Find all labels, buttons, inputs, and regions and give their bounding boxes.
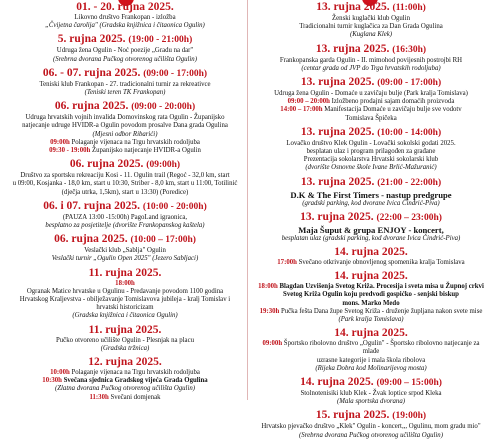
event-line [8, 81, 242, 89]
event-line-text: (Rijeka Dobra kod Molinarijevog mosta) [315, 364, 427, 372]
event-block [252, 176, 490, 208]
event-date [8, 33, 242, 47]
event-line [254, 340, 488, 356]
event-line [254, 190, 488, 200]
event-line [254, 57, 488, 65]
event-date-text: 13. rujna 2025. [316, 1, 390, 13]
event-line [8, 247, 242, 255]
event-date [254, 376, 488, 390]
event-line-text: Svetog Križa Ogulin koju predvodi gospićko - senjski biskup [283, 291, 459, 299]
event-date-text: 06. rujna 2025. [54, 233, 128, 246]
event-block [252, 376, 490, 406]
event-line-text: Frankopanska garda Ogulin - II. mimohod povijesnih postrojbi RH [279, 56, 463, 64]
event-line [254, 390, 488, 398]
event-date-text: 06. rujna 2025. [69, 158, 144, 171]
event-date [8, 100, 242, 114]
event-date-text: 13. rujna 2025. [300, 125, 375, 138]
event-block [6, 356, 244, 402]
event-line-text: (dvorište Osnovne škole Ivane Brlić-Mažuranić) [305, 164, 437, 172]
event-date-text: 06. - 07. rujna 2025. [42, 66, 141, 79]
event-line-text: Polaganje vijenaca na Trgu hrvatskih rodoljuba [69, 369, 200, 377]
event-line [254, 283, 488, 291]
event-line [254, 357, 488, 365]
event-line-text: uzrasne kategorije i mala škola ribolova [316, 356, 426, 364]
event-line-time: 09:00h [50, 138, 70, 146]
event-line [8, 114, 242, 122]
event-line [254, 23, 488, 31]
event-line-text: (PAUZA 13:00 -15:00h) PagoLand igraonica, [62, 213, 188, 221]
event-block [252, 327, 490, 373]
event-line-text: (Mjesni odbor Ribarići) [92, 130, 158, 138]
event-line [254, 259, 488, 267]
event-time: (16:30h) [392, 44, 427, 55]
event-line-text: Veslački turnir „Ogulin Open 2025" (Jezero Sabljaci) [51, 255, 199, 263]
event-line-text: Udruga žena Ogulin - Noć poezije „Gradu na dar" [56, 47, 194, 55]
event-date-text: 14. rujna 2025. [334, 270, 408, 283]
event-date-text: 01. - 20. rujna 2025. [76, 1, 174, 13]
event-line-text: Hrvatskog Kraljevstva - obilježavanje Tomislavova jubileja - kralj Tomislav i [19, 296, 231, 304]
event-date [8, 67, 242, 81]
event-line-text: natjecanje udruge HVIDR-a Ogulin povodom prosalve Dana grada Ogulina [22, 122, 228, 130]
event-line [8, 172, 242, 180]
event-line [8, 255, 242, 263]
event-line [254, 115, 488, 123]
event-date [254, 43, 488, 57]
event-block [252, 270, 490, 324]
event-line-text: Veslački klub „Sablja" Ogulin [84, 247, 166, 255]
event-line [254, 106, 488, 114]
event-line-text: (Srebrna dvorana Pučkog otvorenog učilišta Ogulin) [299, 431, 443, 439]
event-line-text: Ogranak Matice hrvatske u Ogulinu - Predavanje povodom 1100 godina [26, 287, 224, 295]
event-time: (10:00 - 20:00h) [142, 201, 207, 212]
event-date [254, 246, 488, 259]
event-line-text: (Kuglana Klek) [349, 31, 393, 39]
event-line-text: (Gradska knjižnica i čitaonica Ogulin) [72, 312, 178, 320]
event-line-time: 09:30 - 19:00h [49, 147, 91, 155]
event-line-time: 18:00h [258, 283, 278, 291]
event-date [8, 267, 242, 280]
event-line [254, 140, 488, 148]
event-line [8, 122, 242, 130]
event-line [254, 225, 488, 235]
event-block [252, 246, 490, 267]
event-date-text: 12. rujna 2025. [88, 356, 162, 369]
event-line [8, 288, 242, 296]
event-line [254, 156, 488, 164]
event-date-text: 06. i 07. rujna 2025. [43, 199, 141, 212]
event-line [8, 14, 242, 22]
event-line-time: 10:00h [50, 369, 70, 377]
event-line-time: 19:30h [259, 307, 280, 315]
event-line-text: (gradski parking, kod dvorane Ivica Čindrić-Piva) [302, 199, 440, 207]
event-line-text: Pučka fešta Dana župe Svetog Križa - druženje župljana nakon svete mise [279, 307, 483, 315]
event-line-text: Lovačko društvo Klek Ogulin - Lovački sokolski godati 2025. [286, 139, 456, 147]
event-date-text: 14. rujna 2025. [300, 376, 374, 389]
event-line-text: Likovno društvo Frankopan - izložba [74, 14, 176, 21]
event-time: (19:00h) [392, 411, 427, 422]
event-block [6, 1, 244, 30]
event-line [254, 432, 488, 440]
event-line-text: (dječja utrka, 1,5km), start u 13:30) (Poredice) [61, 188, 189, 196]
event-line-text: Stolnotenisiki klub Klek - Žvak loptice srpod Kleka [300, 390, 442, 398]
event-line-text: Teniski klub Frankopan - 27. tradicionalni turnir za rekreativce [39, 80, 211, 88]
event-line-text: (Zlatna dvorana Pučkog otvorenog učilišta Ogulin) [54, 385, 195, 393]
event-line-text: (Srebrna dvorana Pučkog otvorenog učilišta Ogulin) [53, 55, 197, 63]
event-line [254, 423, 488, 431]
event-line-text: Svečani domjenak [108, 393, 161, 401]
event-date-text: 13. rujna 2025. [300, 76, 375, 89]
event-block [252, 76, 490, 123]
event-line [8, 394, 242, 402]
event-time: (09:00 – 15:00h) [376, 378, 442, 389]
event-line [254, 365, 488, 373]
event-date [8, 324, 242, 337]
event-line-text: Tradicionalni turnir kuglačica za Dan Grada Ogulina [299, 23, 443, 31]
event-line [8, 385, 242, 393]
event-time: (19:00 - 21:00h) [128, 35, 193, 46]
event-date-text: 14. rujna 2025. [334, 327, 408, 340]
event-line-time: 09:00h [262, 340, 283, 348]
event-block [252, 409, 490, 439]
event-line-time: 11:30h [89, 393, 109, 401]
event-line [8, 189, 242, 197]
event-line-text: besplatan ulaz i program prilagođen za građane [306, 148, 436, 156]
event-line [254, 300, 488, 308]
event-date [8, 158, 242, 172]
event-date [8, 1, 242, 14]
event-line [8, 296, 242, 304]
event-line [254, 398, 488, 406]
event-time: (21:00 - 22:00h) [377, 177, 442, 188]
event-line [254, 65, 488, 73]
event-line [8, 147, 242, 155]
event-date-text: 15. rujna 2025. [315, 409, 390, 422]
event-line [8, 131, 242, 139]
event-line-text: Pučko otvoreno učilište Ogulin - Plesnjak na placu [56, 336, 194, 344]
event-line [8, 47, 242, 55]
event-date-text: 5. rujna 2025. [57, 33, 126, 46]
event-time: (10:00 – 17:00h) [130, 235, 196, 246]
event-date-text: 13. rujna 2025. [300, 175, 375, 188]
event-line-text: Udruga hrvatskih vojnih invalida Domovinskog rata Ogulin - Županijsko [25, 114, 225, 122]
event-date-text: 11. rujna 2025. [88, 266, 162, 279]
event-block [252, 1, 490, 40]
event-line-time: 14:00 – 17:00h [280, 106, 323, 114]
event-date [254, 270, 488, 283]
event-line [254, 291, 488, 299]
event-line [8, 377, 242, 385]
event-date [8, 356, 242, 369]
event-line-text: Športsko ribolovno društvo „Ogulin" - Športsko ribolovno natjecanje za mlađe [282, 340, 480, 356]
event-line [8, 56, 242, 64]
event-line [254, 316, 488, 324]
event-block [6, 324, 244, 353]
event-block [252, 43, 490, 73]
event-line-text: mons. Marko Medo [342, 299, 400, 307]
event-block [6, 67, 244, 97]
event-block [6, 267, 244, 321]
event-line-text: besplatan ulaz (gradski parking, kod dvorane Ivica Čindrić-Piva) [281, 234, 461, 242]
event-line-text: Tomislava Špičeka [345, 114, 397, 122]
event-date [8, 200, 242, 214]
event-date-text: 06. rujna 2025. [54, 100, 129, 113]
event-date-text: 13. rujna 2025. [300, 210, 374, 223]
event-line [8, 304, 242, 312]
column-divider [247, 0, 248, 400]
event-line-text: (Teniski teren TK Frankopan) [84, 89, 166, 97]
event-line [8, 180, 242, 188]
event-line-time: 09:00 – 20:00h [287, 98, 330, 106]
event-line-text: u 09:00, Kosjanka - 18,0 km, start u 10:30, Striber - 8,0 km, start u 11:00, Totilinić [12, 180, 238, 188]
event-date [254, 1, 488, 15]
event-block [6, 33, 244, 63]
event-block [6, 158, 244, 197]
event-block [6, 200, 244, 230]
event-line-text: Manifestacija Domaće u zavičaju bulje sve vodotv [322, 106, 462, 114]
event-line-text: besplatno za posjetitelje (dvorište Frankopanskog kaštela) [45, 222, 205, 230]
event-line [254, 235, 488, 243]
event-line-text: Županijsko natjecanje HVIDR-a Ogulin [90, 147, 201, 155]
event-line [8, 89, 242, 97]
event-block [6, 233, 244, 263]
event-line-text: 18:00h [115, 279, 135, 287]
event-line [254, 164, 488, 172]
event-time: (10:00 - 14:00h) [377, 127, 442, 138]
event-line [8, 214, 242, 222]
event-time: (11:00h) [392, 3, 426, 13]
event-time: (09:00 - 20:00h) [131, 102, 196, 113]
event-date [8, 233, 242, 247]
event-line-text: (centar grada od JVP do Trga hrvatskih rodoljuba) [301, 64, 441, 72]
event-line-text: „Čvijetna čarolija" (Gradska knjižnica i čitaonica Ogulin) [45, 22, 205, 30]
event-line-text: Izložbeno prodajni sajam domaćih proizvoda [329, 98, 455, 106]
event-line [8, 312, 242, 320]
event-line-text: Blagdan Uzvišenja Svetog Križa. Procesija i sveta misa u Župnoj crkvi [277, 283, 484, 291]
event-date [254, 176, 488, 190]
event-line [8, 369, 242, 377]
event-line [8, 345, 242, 353]
events-column-left [6, 0, 244, 400]
event-line [8, 222, 242, 230]
event-date-text: 13. rujna 2025. [315, 42, 390, 55]
event-line-text: (Park kralja Tomislava) [338, 316, 404, 324]
event-line-time: 17:00h [277, 259, 297, 267]
event-line-time: 10:30h [42, 377, 62, 385]
event-line [254, 15, 488, 23]
event-line [254, 308, 488, 316]
event-date-text: 11. rujna 2025. [88, 323, 162, 336]
event-date [254, 211, 488, 225]
event-line [254, 98, 488, 106]
event-date [254, 126, 488, 140]
event-line-text: Društvo za sportsku rekreaciju Kosi - 11. Ogulin trail (Regoć - 32,0 km, start [20, 172, 230, 180]
event-date-text: 14. rujna 2025. [334, 246, 408, 259]
event-line-text: hrvatski historicizam [96, 304, 154, 312]
event-time: (09:00 - 17:00h) [377, 78, 442, 89]
event-date [254, 76, 488, 90]
event-line [8, 139, 242, 147]
event-date [254, 327, 488, 340]
event-line-text: (Mala sportska dvorana) [337, 398, 405, 406]
event-line-text: Svečana sjednica Gradskog vijeća Grada Ogulina [61, 377, 208, 385]
event-line [8, 280, 242, 288]
event-block [6, 100, 244, 155]
event-line [254, 90, 488, 98]
event-line [254, 31, 488, 39]
event-line-text: Ženski kuglački klub Ogulin [332, 15, 410, 22]
event-line [8, 337, 242, 345]
event-line-text: D.K & The First Timers - nastup predgrupe [290, 189, 452, 200]
event-time: (22:00 – 23:00h) [376, 212, 442, 223]
event-line-text: Svečano otkrivanje obnovljenog spomenika kralja Tomislava [296, 259, 465, 267]
event-block [252, 211, 490, 243]
event-line-text: Udruga žena Ogulin - Domaće u zavičaju bulje (Park kralja Tomislava) [274, 90, 468, 98]
events-column-right [252, 0, 490, 439]
event-date [254, 409, 488, 423]
event-line-text: (Gradska tržnica) [100, 344, 150, 352]
event-line [254, 148, 488, 156]
event-line-text: Maja Šuput & grupa ENJOY - koncert, [298, 224, 444, 235]
event-block [252, 126, 490, 173]
event-line [8, 22, 242, 30]
event-line-text: Polaganje vijenaca na Trgu hrvatskih rodoljuba [69, 138, 200, 146]
event-time: (09:00 - 17:00h) [143, 68, 208, 79]
event-line-text: Hrvatsko pjevačko društvo „Klek" Ogulin - koncert,,, Ogulinu, mom gradu mio" [261, 423, 481, 431]
event-line [254, 200, 488, 208]
event-time: (09:00h) [146, 160, 181, 171]
event-line-text: Prezentacija sokolarstva Hrvatski sokolarski klub [303, 156, 439, 164]
